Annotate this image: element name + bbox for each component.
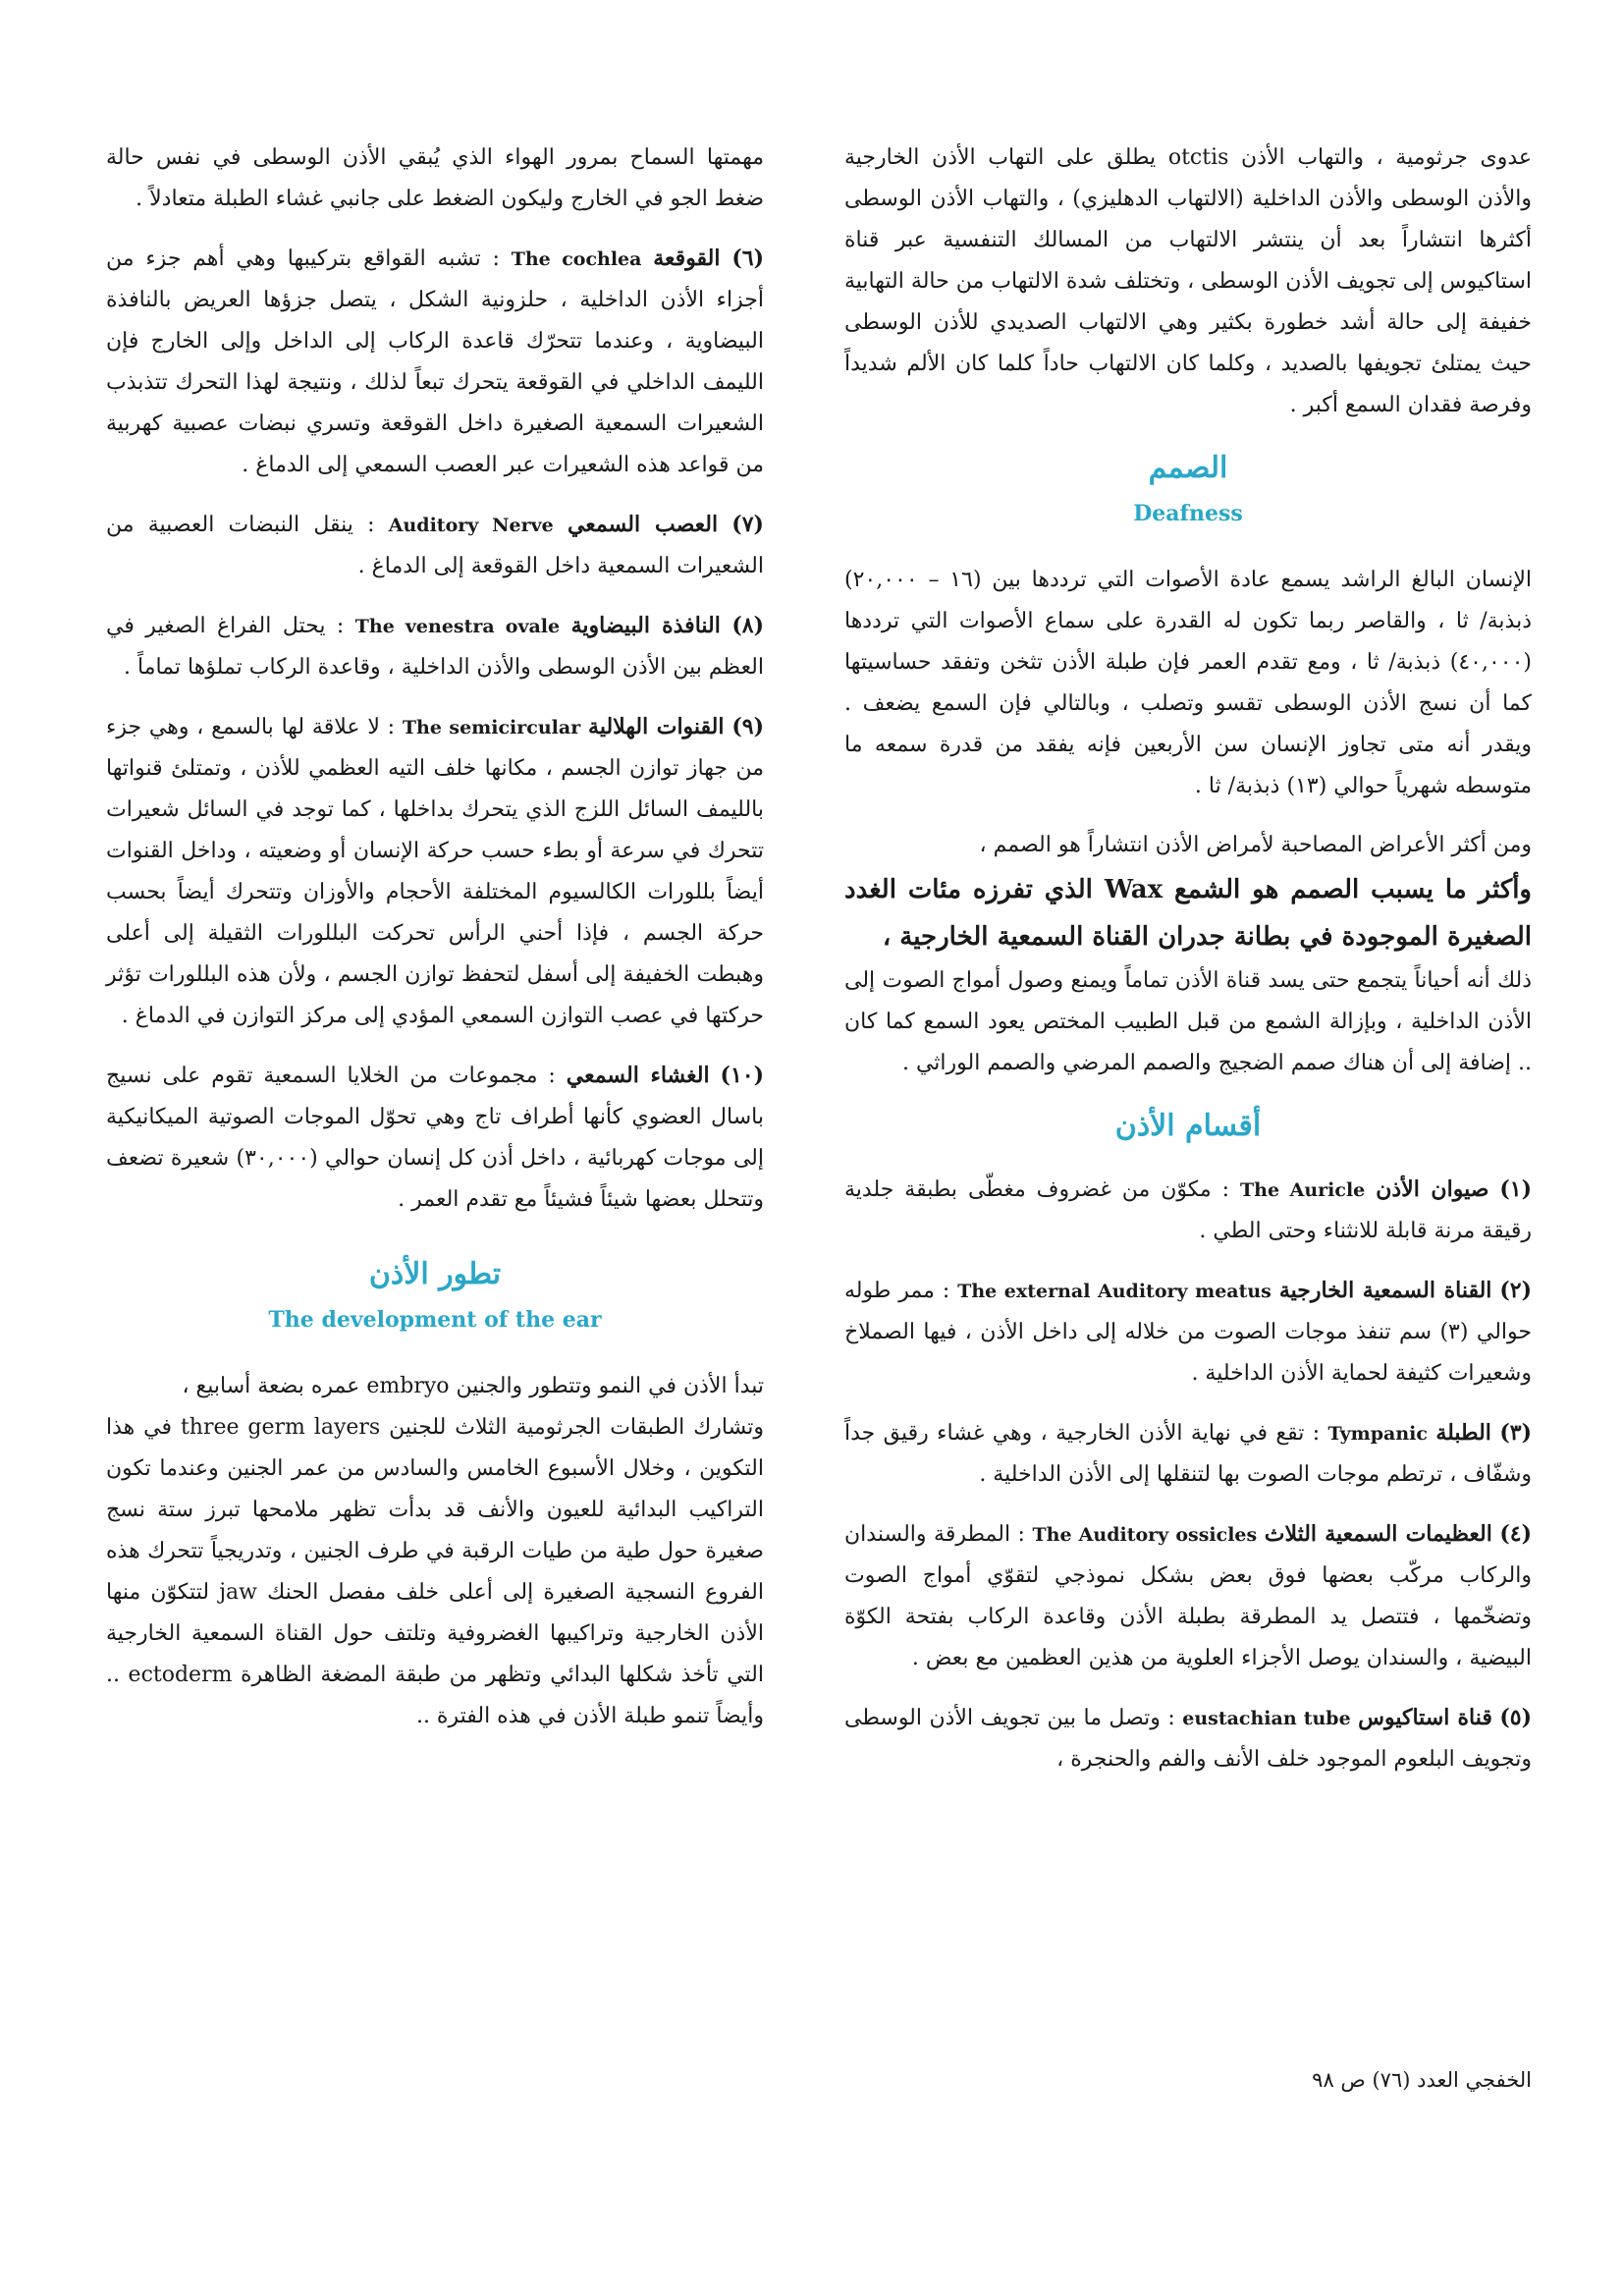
deafness-p2c: ذلك أنه أحياناً يتجمع حتى يسد قناة الأذن تماماً ويمنع وصول أمواج الصوت إلى الأذن الداخلية ، وبإزالة الشمع من قبل الطبيب المختص يعود السمع كما كان .. إضافة إلى أن هناك صمم الضجيج والصمم المرضي والصمم الوراثي . — [844, 968, 1532, 1075]
item-heading: القوقعة — [653, 246, 721, 271]
item-heading: القناة السمعية الخارجية — [1278, 1278, 1492, 1303]
item-heading: العظيمات السمعية الثلاث — [1264, 1521, 1492, 1547]
item-heading: الغشاء السمعي — [566, 1063, 710, 1088]
deafness-title: الصمم — [1148, 451, 1228, 485]
development-title-en: The development of the ear — [268, 1307, 602, 1333]
item-heading: صيوان الأذن — [1376, 1176, 1489, 1202]
item-text: : ممر طوله حوالي (٣) سم تنفذ موجات الصوت من خلاله إلى داخل الأذن ، فيها الصملاخ وشعيرات كثيفة لحماية الأذن الداخلية . — [844, 1279, 1532, 1386]
item-text: : يحتل الفراغ الصغير في العظم بين الأذن الوسطى والأذن الداخلية ، وقاعدة الركاب تملؤها تماماً . — [106, 614, 764, 680]
item-text: : المطرقة والسندان والركاب مركّب بعضها فوق بعض بشكل نموذجي لتقوّي أمواج الصوت وتضخّمها ، فتتصل يد المطرقة بطبلة الأذن وقاعدة الركاب بفتحة الكوّة البيضية ، والسندان يوصل الأجزاء العلوية من هذين العظمين مع بعض . — [844, 1522, 1532, 1670]
item-text: : تشبه القواقع بتركيبها وهي أهم جزء من أجزاء الأذن الداخلية ، حلزونية الشكل ، يتصل جزؤها العريض بالنافذة البيضاوية ، وعندما تتحرّك قاعدة الركاب إلى الداخل وإلى الخارج فإن الليمف الداخلي في القوقعة يتحرك تبعاً لذلك ، ونتيجة لهذا التحرك تتذبذب الشعيرات السمعية الصغيرة داخل القوقعة وتسري نبضات عصبية كهربية من قواعد هذه الشعيرات عبر العصب السمعي إلى الدماغ . — [106, 246, 764, 477]
ear-part-item: (٢) القناة السمعية الخارجية The external Auditory meatus : ممر طوله حوالي (٣) سم تنفذ موجات الصوت من خلاله إلى داخل الأذن ، فيها الصملاخ وشعيرات كثيفة لحماية الأذن الداخلية . — [844, 1278, 1533, 1386]
item-heading-en: The semicircular — [402, 717, 581, 738]
item-text: : ينقل النبضات العصبية من الشعيرات السمعية داخل القوقعة إلى الدماغ . — [106, 513, 764, 578]
right-column — [844, 137, 1532, 1798]
ear-part-item: (٦) القوقعة The cochlea : تشبه القواقع بتركيبها وهي أهم جزء من أجزاء الأذن الداخلية ، حلزونية الشكل ، يتصل جزؤها العريض بالنافذة البيضاوية ، وعندما تتحرّك قاعدة الركاب إلى الداخل وإلى الخارج فإن الليمف الداخلي في القوقعة يتحرك تبعاً لذلك ، ونتيجة لهذا التحرك تتذبذب الشعيرات السمعية الصغيرة داخل القوقعة وتسري نبضات عصبية كهربية من قواعد هذه الشعيرات عبر العصب السمعي إلى الدماغ . — [106, 246, 764, 477]
deafness-paragraph-2 — [844, 825, 1532, 866]
item-heading-en: Tympanic — [1327, 1423, 1428, 1445]
item-heading: القنوات الهلالية — [588, 714, 725, 739]
ear-part-item: (١) صيوان الأذن The Auricle : مكوّن من غضروف مغطّى بطبقة جلدية رقيقة مرنة قابلة للانثناء وحتى الطي . — [844, 1176, 1533, 1243]
ear-part-item: (٣) الطبلة Tympanic : تقع في نهاية الأذن الخارجية ، وهي غشاء رقيق جداً وشفّاف ، ترتطم موجات الصوت بها لتنقلها إلى الأذن الداخلية . — [844, 1420, 1532, 1487]
item-text: : لا علاقة لها بالسمع ، وهي جزء من جهاز توازن الجسم ، مكانها خلف التيه العظمي للأذن ، وتمتلئ قنواتها بالليمف السائل اللزج الذي يتحرك بداخلها ، كما توجد في السائل شعيرات تتحرك في سرعة أو بطء حسب حركة الإنسان أو وضعيته ، وداخل القنوات أيضاً بللورات الكالسيوم المختلفة الأحجام والأوزان وتتحرك أيضاً بحسب حركة الجسم ، فإذا أحني الرأس تحركت البللورات الثقيلة إلى أعلى وهبطت الخفيفة إلى أسفل لتحفظ توازن الجسم ، ولأن هذه البللورات تؤثر حركتها في عصب التوازن السمعي المؤدي إلى مركز التوازن في الدماغ . — [106, 715, 764, 1028]
ear-part-item: (١٠) الغشاء السمعي : مجموعات من الخلايا السمعية تقوم على نسيج باسال العضوي كأنها أطراف تاج وهي تحوّل الموجات الصوتية الميكانيكية إلى موجات كهربائية ، داخل أذن كل إنسان حوالي (٣٠,٠٠٠) شعيرة تضعف وتتحلل بعضها شيئاً فشيئاً مع تقدم العمر . — [106, 1063, 764, 1212]
item-heading: النافذة البيضاوية — [570, 613, 721, 638]
development-paragraph-1: تبدأ الأذن في النمو وتتطور والجنين embryo عمره بضعة أسابيع ، — [182, 1374, 764, 1398]
ear-part-item: (٨) النافذة البيضاوية The venestra ovale : يحتل الفراغ الصغير في العظم بين الأذن الوسطى والأذن الداخلية ، وقاعدة الركاب تملؤها تماماً . — [106, 613, 764, 680]
ear-parts-title: أقسام الأذن — [1114, 1109, 1262, 1143]
ear-part-item: (٧) العصب السمعي Auditory Nerve : ينقل النبضات العصبية من الشعيرات السمعية داخل القوقعة إلى الدماغ . — [106, 512, 764, 578]
development-title: تطور الأذن — [368, 1257, 502, 1291]
ear-part-item: (٤) العظيمات السمعية الثلاث The Auditory ossicles : المطرقة والسندان والركاب مركّب بعضها فوق بعض بشكل نموذجي لتقوّي أمواج الصوت وتضخّمها ، فتتصل يد المطرقة بطبلة الأذن وقاعدة الركاب بفتحة الكوّة البيضية ، والسندان يوصل الأجزاء العلوية من هذين العظمين مع بعض . — [844, 1521, 1533, 1670]
deafness-paragraph-1: الإنسان البالغ الراشد يسمع عادة الأصوات التي ترددها بين (١٦ – ٢٠,٠٠٠) ذبذبة/ ثا ، والقاصر ربما تكون له القدرة على سماع الأصوات التي ترددها (٤٠,٠٠٠) ذبذبة/ ثا ، ومع تقدم العمر فإن طبلة الأذن تثخن وتفقد حساسيتها كما أن نسج الأذن الوسطى تقسو وتصلب ، وبالتالي فإن السمع يضعف . ويقدر أنه متى تجاوز الإنسان سن الأربعين فإنه يفقد من قدرة سمعه ما متوسطه شهرياً حوالي (١٣) ذبذبة/ ثا . — [844, 568, 1532, 798]
item-heading-en: The venestra ovale — [354, 616, 561, 637]
item-heading-en: The cochlea — [511, 248, 642, 270]
intro-paragraph: عدوى جرثومية ، والتهاب الأذن otctis يطلق على التهاب الأذن الخارجية والأذن الوسطى والأذن الداخلية (الالتهاب الدهليزي) ، والتهاب الأذن الوسطى أكثرها انتشاراً بعد أن ينتشر الالتهاب من المسالك التنفسية عبر قناة استاكيوس إلى تجويف الأذن الوسطى ، وتختلف شدة الالتهاب من حالة التهابية خفيفة إلى حالة أشد خطورة بكثير وهي الالتهاب الصديدي للأذن الوسطى حيث يمتلئ تجويفها بالصديد ، وكلما كان الالتهاب حاداً كلما كان الألم شديداً وفرصة فقدان السمع أكبر . — [844, 145, 1532, 417]
left-column — [106, 137, 764, 1755]
item-heading-en: The external Auditory meatus — [957, 1281, 1271, 1302]
item-heading-en: eustachian tube — [1182, 1708, 1351, 1729]
item-heading: قناة استاكيوس — [1358, 1705, 1492, 1730]
deafness-p2a: ومن أكثر الأعراض المصاحبة لأمراض الأذن انتشاراً هو الصمم ، — [979, 833, 1532, 857]
item-heading-en: Auditory Nerve — [388, 515, 554, 536]
ear-part-item: (٩) القنوات الهلالية The semicircular : لا علاقة لها بالسمع ، وهي جزء من جهاز توازن الجسم ، مكانها خلف التيه العظمي للأذن ، وتمتلئ قنواتها بالليمف السائل اللزج الذي يتحرك بداخلها ، كما توجد في السائل شعيرات تتحرك في سرعة أو بطء حسب حركة الإنسان أو وضعيته ، وداخل القنوات أيضاً بللورات الكالسيوم المختلفة الأحجام والأوزان وتتحرك أيضاً بحسب حركة الجسم ، فإذا أحني الرأس تحركت البللورات الثقيلة إلى أعلى وهبطت الخفيفة إلى أسفل لتحفظ توازن الجسم ، ولأن هذه البللورات تؤثر حركتها في عصب التوازن السمعي المؤدي إلى مركز التوازن في الدماغ . — [106, 714, 764, 1028]
item-heading-en: The Auditory ossicles — [1032, 1524, 1258, 1546]
item-text: : مجموعات من الخلايا السمعية تقوم على نسيج باسال العضوي كأنها أطراف تاج وهي تحوّل الموجات الصوتية الميكانيكية إلى موجات كهربائية ، داخل أذن كل إنسان حوالي (٣٠,٠٠٠) شعيرة تضعف وتتحلل بعضها شيئاً فشيئاً مع تقدم العمر . — [106, 1064, 764, 1212]
development-paragraph-2: وتشارك الطبقات الجرثومية الثلاث للجنين three germ layers في هذا التكوين ، وخلال الأسبوع الخامس والسادس من عمر الجنين وعندما تكون التراكيب البدائية للعيون والأنف قد بدأت تظهر ملامحها تبرز ستة نسج صغيرة حول طية من طيات الرقبة في طرف الجنين ، وتدريجياً تتحرك هذه الفروع النسجية الصغيرة إلى أعلى خلف مفصل الحنك jaw لتتكوّن منها الأذن الخارجية وتراكيبها الغضروفية وتلتف حول القناة السمعية الخارجية التي تأخذ شكلها البدائي وتظهر من طبقة المضغة الظاهرة ectoderm .. وأيضاً تنمو طبلة الأذن في هذه الفترة .. — [106, 1415, 764, 1728]
page-footer: الخفجي العدد (٧٦) ص ٩٨ — [1312, 2068, 1532, 2092]
deafness-title-en: Deafness — [1133, 501, 1243, 526]
item-text: : وتصل ما بين تجويف الأذن الوسطى وتجويف البلعوم الموجود خلف الأنف والفم والحنجرة ، — [844, 1706, 1532, 1772]
item-text: : تقع في نهاية الأذن الخارجية ، وهي غشاء رقيق جداً وشفّاف ، ترتطم موجات الصوت بها لتنقلها إلى الأذن الداخلية . — [844, 1421, 1532, 1487]
deafness-emphasis: وأكثر ما يسبب الصمم هو الشمع Wax الذي تفرزه مئات الغدد الصغيرة الموجودة في بطانة جدران القناة السمعية الخارجية ، — [844, 875, 1532, 952]
item-text: : مكوّن من غضروف مغطّى بطبقة جلدية رقيقة مرنة قابلة للانثناء وحتى الطي . — [844, 1177, 1532, 1243]
item-heading: الطبلة — [1435, 1420, 1491, 1446]
item-heading: العصب السمعي — [567, 512, 719, 537]
item-heading-en: The Auricle — [1240, 1179, 1366, 1201]
ear-part-item: (٥) قناة استاكيوس eustachian tube : وتصل ما بين تجويف الأذن الوسطى وتجويف البلعوم الموجود خلف الأنف والفم والحنجرة ، — [844, 1705, 1532, 1772]
continuation-paragraph: مهمتها السماح بمرور الهواء الذي يُبقي الأذن الوسطى في نفس حالة ضغط الجو في الخارج وليكون الضغط على جانبي غشاء الطبلة متعادلاً . — [106, 145, 764, 211]
